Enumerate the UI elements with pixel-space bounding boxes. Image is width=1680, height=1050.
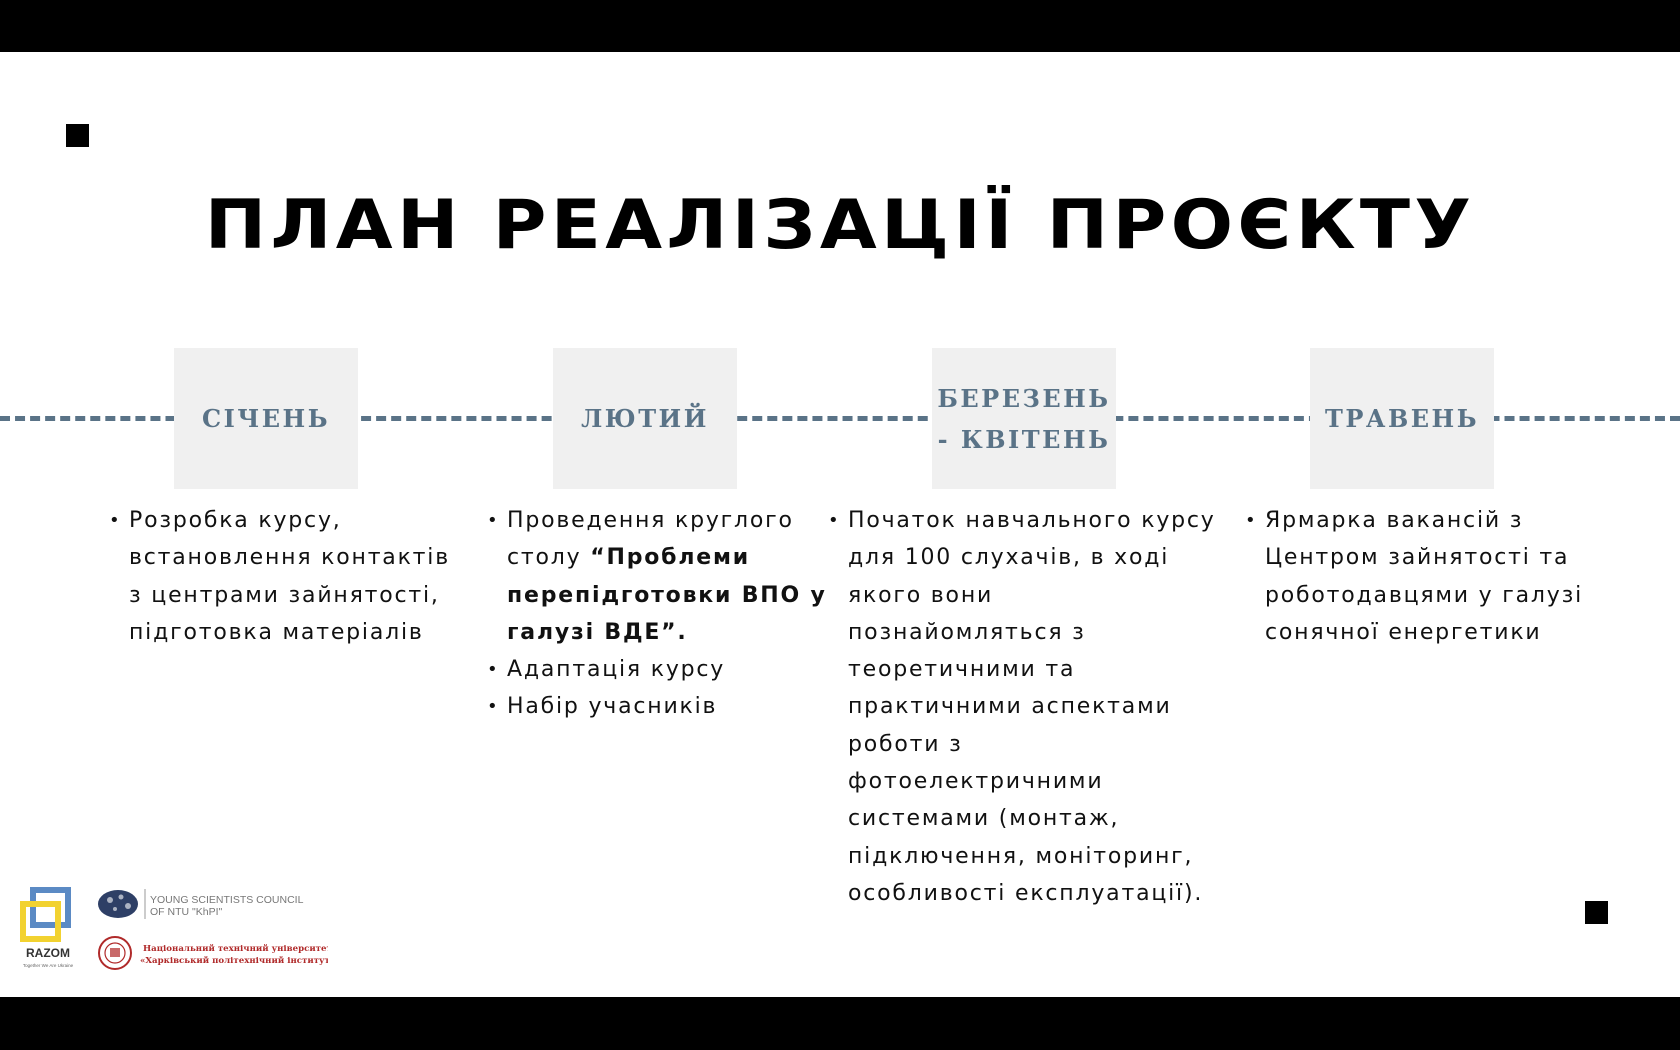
column-may <box>1244 502 1583 651</box>
item-line: роботодавцями у галузі <box>1265 582 1584 608</box>
list-item <box>507 651 827 688</box>
partner-logos <box>18 887 328 979</box>
item-line: системами (монтаж, <box>848 806 1120 832</box>
item-line: познайомляться з <box>848 619 1086 645</box>
item-line: Адаптація курсу <box>507 657 726 683</box>
column-january <box>108 502 450 651</box>
item-line: Ярмарка вакансій з <box>1265 508 1524 533</box>
item-line: якого вони <box>848 582 994 608</box>
item-line-bold: перепідготовки ВПО у <box>507 582 827 608</box>
ysc-line1: YOUNG SCIENTISTS COUNCIL <box>150 894 304 906</box>
list-item <box>129 502 450 651</box>
item-line: роботи з <box>848 731 963 757</box>
item-line: Початок навчального курсу <box>848 508 1216 533</box>
slide <box>0 52 1680 997</box>
item-line: для 100 слухачів, в ході <box>848 545 1170 571</box>
item-line: Центром зайнятості та <box>1265 545 1570 571</box>
item-line: встановлення контактів <box>129 545 450 571</box>
item-line: підготовка матеріалів <box>129 619 424 645</box>
month-box-march-april <box>932 348 1116 489</box>
month-label: - КВІТЕНЬ <box>937 424 1111 454</box>
item-line: особливості експлуатації). <box>848 880 1204 906</box>
item-line: столу <box>507 545 591 571</box>
item-line: фотоелектричними <box>848 769 1104 795</box>
column-february <box>486 502 827 726</box>
month-box-february <box>553 348 737 489</box>
item-line: теоретичними та <box>848 657 1076 683</box>
month-label: БЕРЕЗЕНЬ <box>937 383 1111 413</box>
item-line: Розробка курсу, <box>129 508 342 533</box>
brain-icon <box>98 889 145 919</box>
page-title: ПЛАН РЕАЛІЗАЦІЇ ПРОЄКТУ <box>204 186 1476 265</box>
university-line1: Національний технічний університет <box>143 944 328 954</box>
logos-area <box>18 887 328 983</box>
item-line: сонячної енергетики <box>1265 619 1542 645</box>
corner-square-top-left <box>66 124 89 147</box>
item-line: Набір учасників <box>507 694 718 720</box>
university-seal-icon <box>99 937 131 969</box>
item-line: практичними аспектами <box>848 694 1172 720</box>
item-line: з центрами зайнятості, <box>129 582 440 608</box>
month-label: ЛЮТИЙ <box>581 404 709 433</box>
month-label: СІЧЕНЬ <box>201 404 330 433</box>
corner-square-bottom-right <box>1585 901 1608 924</box>
month-box-may <box>1310 348 1494 489</box>
list-item <box>507 688 827 725</box>
month-box-january <box>174 348 358 489</box>
ysc-line2: OF NTU "KhPI" <box>150 906 223 918</box>
razom-logo <box>23 890 74 968</box>
list-item <box>848 502 1216 912</box>
list-item <box>507 502 827 651</box>
item-line-bold: галузі ВДЕ”. <box>507 619 688 645</box>
university-line2: «Харківський політехнічний інститут» <box>140 956 328 966</box>
razom-name: RAZOM <box>26 946 70 960</box>
item-line: підключення, моніторинг, <box>848 843 1194 869</box>
list-item <box>1265 502 1583 651</box>
column-march-april <box>827 502 1216 912</box>
item-line-bold: “Проблеми <box>590 545 750 571</box>
razom-tagline: Together We Are Ukraine <box>22 963 74 968</box>
month-label: ТРАВЕНЬ <box>1324 404 1479 433</box>
item-line: Проведення круглого <box>507 508 794 533</box>
